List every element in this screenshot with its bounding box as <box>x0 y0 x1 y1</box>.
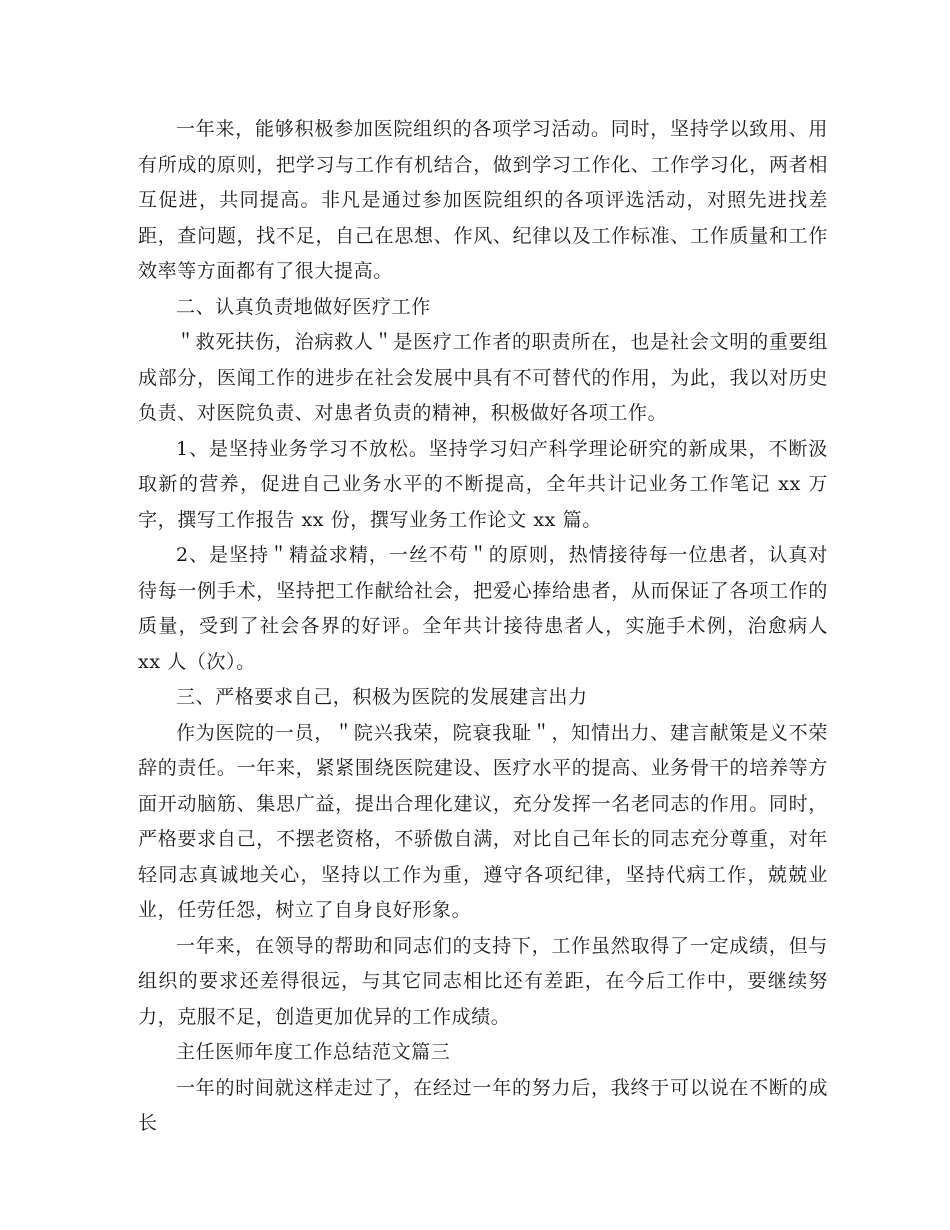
document-body <box>138 112 828 1142</box>
paragraph-study-activities: 一年来，能够积极参加医院组织的各项学习活动。同时，坚持学以致用、用有所成的原则，把学习与工作有机结合，做到学习工作化、工作学习化，两者相互促进，共同提高。非凡是通过参加医院组织的各项评选活动，对照先进找差距，查问题，找不足，自己在思想、作风、纪律以及工作标准、工作质量和工作效率等方面都有了很大提高。 <box>138 118 828 282</box>
paragraph-duty: ＂救死扶伤，治病救人＂是医疗工作者的职责所在，也是社会文明的重要组成部分，医闻工作的进步在社会发展中具有不可替代的作用，为此，我以对历史负责、对医院负责、对患者负责的精神，积极做好各项工作。 <box>138 331 828 424</box>
paragraph-hospital-member: 作为医院的一员，＂院兴我荣，院衰我耻＂，知情出力、建言献策是义不荣辞的责任。一年来，紧紧围绕医院建设、医疗水平的提高、业务骨干的培养等方面开动脑筋、集思广益，提出合理化建议，充分发挥一名老同志的作用。同时，严格要求自己，不摆老资格，不骄傲自满，对比自己年长的同志充分尊重，对年轻同志真诚地关心，坚持以工作为重，遵守各项纪律，坚持代病工作，兢兢业业，任劳任怨，树立了自身良好形象。 <box>138 721 828 921</box>
paragraph-item-1: 1、是坚持业务学习不放松。坚持学习妇产科学理论研究的新成果，不断汲取新的营养，促进自己业务水平的不断提高，全年共计记业务工作笔记 xx 万字，撰写工作报告 xx 份，撰写业务工作论文 xx 篇。 <box>138 437 828 531</box>
paragraph-conclusion: 一年来，在领导的帮助和同志们的支持下，工作虽然取得了一定成绩，但与组织的要求还差得很远，与其它同志相比还有差距，在今后工作中，要继续努力，克服不足，创造更加优异的工作成绩。 <box>138 934 828 1028</box>
paragraph-item-2: 2、是坚持＂精益求精，一丝不苟＂的原则，热情接待每一位患者，认真对待每一例手术，坚持把工作献给社会，把爱心捧给患者，从而保证了各项工作的质量，受到了社会各界的好评。全年共计接待患者人，实施手术例，治愈病人 xx 人（次）。 <box>138 544 828 673</box>
paragraph-year-passed: 一年的时间就这样走过了，在经过一年的努力后，我终于可以说在不断的成长 <box>138 1076 828 1134</box>
article-title-part-three: 主任医师年度工作总结范文篇三 <box>176 1041 451 1063</box>
section-heading-medical-work: 二、认真负责地做好医疗工作 <box>176 295 431 318</box>
section-heading-strict-requirements: 三、严格要求自己，积极为医院的发展建言出力 <box>176 686 588 708</box>
